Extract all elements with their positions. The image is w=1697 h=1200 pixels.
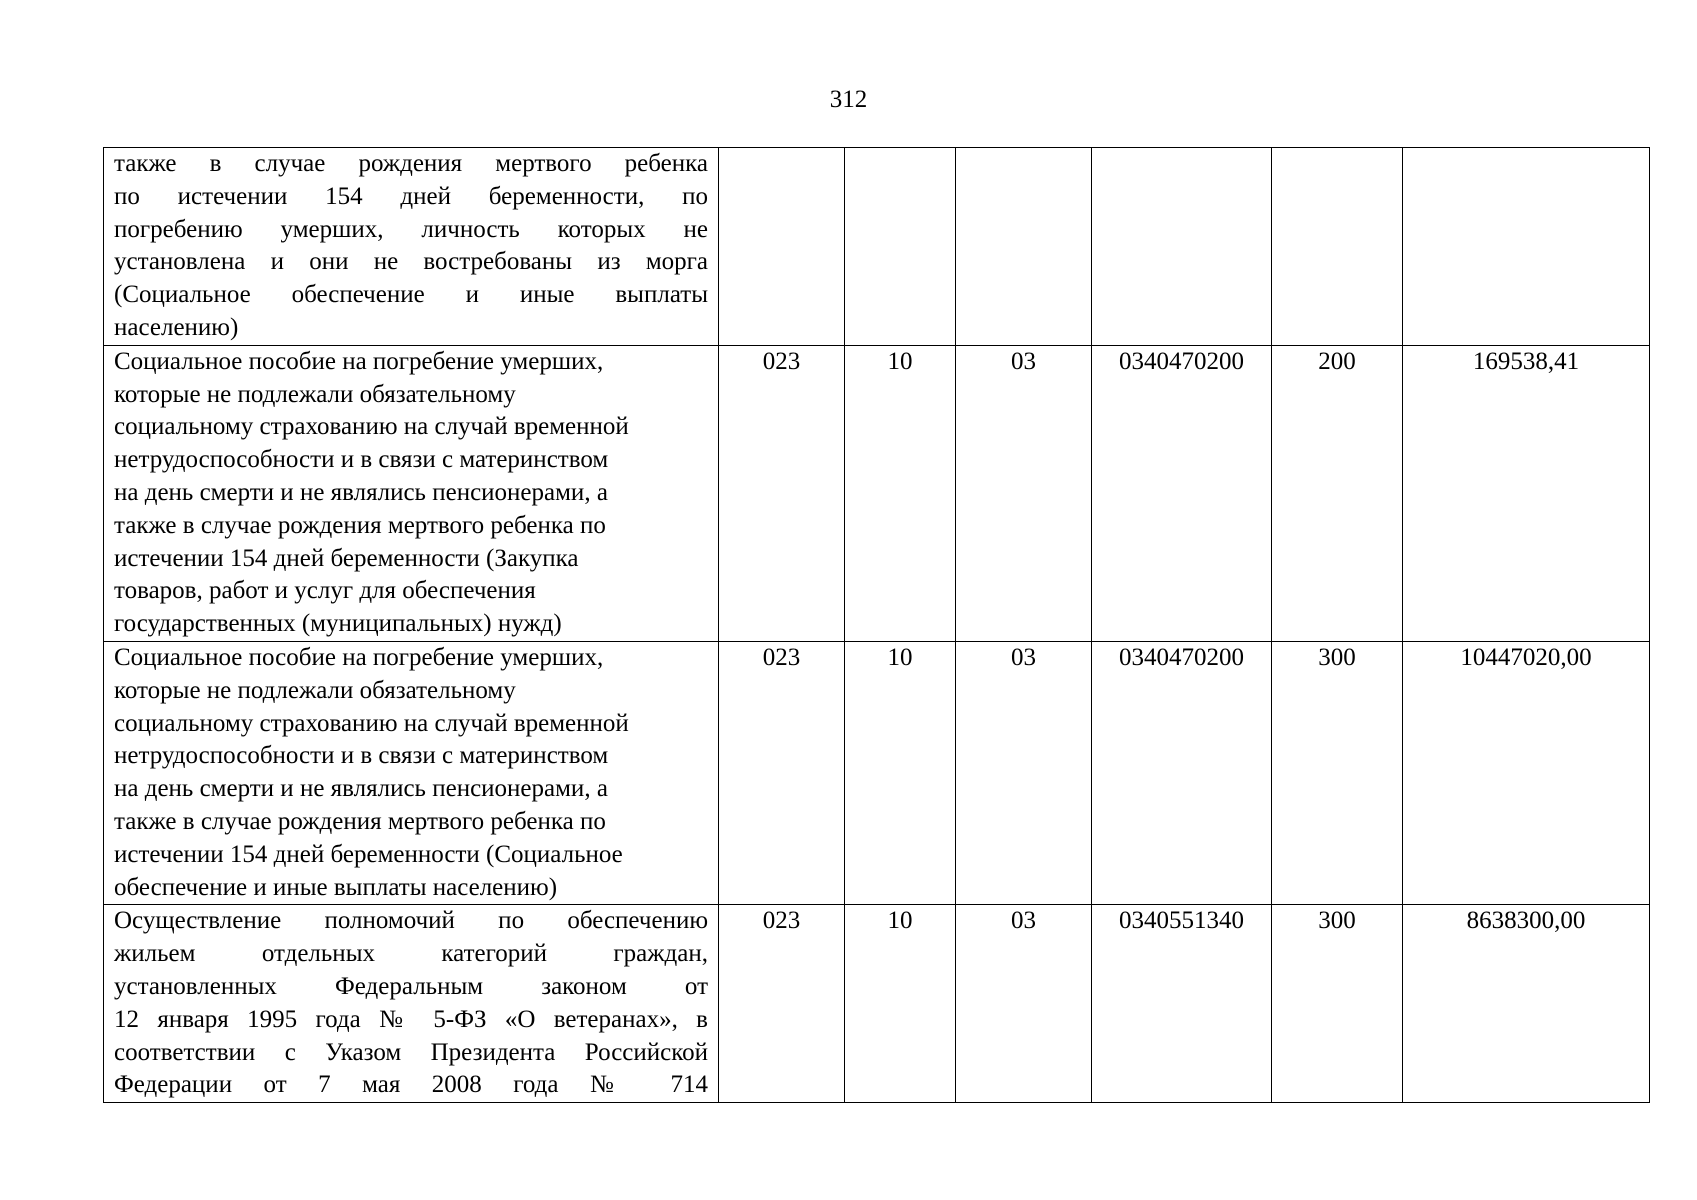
cell-grbs	[719, 148, 845, 346]
pr-value: 03	[1011, 643, 1036, 671]
cell-pr	[956, 641, 1092, 904]
cell-csr	[1092, 905, 1272, 1103]
table-row	[104, 345, 1650, 641]
grbs-value: 023	[762, 907, 801, 935]
description-line: на день смерти и не являлись пенсионерами, а	[114, 775, 608, 803]
description-line: по истечении 154 дней беременности, по	[114, 182, 708, 210]
vr-value: 300	[1318, 907, 1356, 935]
cell-csr	[1092, 148, 1272, 346]
cell-vr	[1272, 905, 1403, 1103]
cell-vr	[1272, 641, 1403, 904]
description-line: (Социальное обеспечение и иные выплаты	[114, 281, 708, 309]
sum-value: 169538,41	[1472, 347, 1580, 375]
description-line: установлена и они не востребованы из морга	[114, 248, 708, 276]
pr-value: 03	[1011, 907, 1036, 935]
description-line: истечении 154 дней беременности (Социальное	[114, 840, 623, 868]
cell-grbs	[719, 641, 845, 904]
rz-value: 10	[887, 907, 913, 935]
cell-sum	[1403, 905, 1650, 1103]
cell-pr	[956, 905, 1092, 1103]
description-line: нетрудоспособности и в связи с материнством	[114, 446, 609, 474]
description-line: населению)	[114, 313, 239, 341]
cell-pr	[956, 345, 1092, 641]
description-line: Социальное пособие на погребение умерших,	[114, 347, 604, 375]
budget-table	[103, 147, 1650, 1103]
grbs-value: 023	[762, 643, 801, 671]
cell-grbs	[719, 905, 845, 1103]
cell-grbs	[719, 345, 845, 641]
description-line: Социальное пособие на погребение умерших,	[114, 643, 604, 671]
description-line: погребению умерших, личность которых не	[114, 215, 708, 243]
description-line: установленных Федеральным законом от	[114, 972, 708, 1000]
vr-value: 300	[1318, 643, 1356, 671]
row-description	[104, 905, 719, 1103]
csr-value: 0340551340	[1119, 907, 1244, 935]
description-line: нетрудоспособности и в связи с материнством	[114, 742, 609, 770]
vr-value: 200	[1318, 347, 1356, 375]
description-line: также в случае рождения мертвого ребенка	[114, 150, 708, 177]
pr-value: 03	[1011, 347, 1036, 375]
cell-pr	[956, 148, 1092, 346]
cell-csr	[1092, 345, 1272, 641]
cell-rz	[845, 345, 956, 641]
row-description	[104, 148, 719, 346]
cell-sum	[1403, 148, 1650, 346]
description-line: также в случае рождения мертвого ребенка по	[114, 511, 606, 539]
description-line: Федерации от 7 мая 2008 года № 714	[114, 1071, 708, 1099]
cell-rz	[845, 905, 956, 1103]
description-line: социальному страхованию на случай временной	[114, 709, 629, 737]
cell-rz	[845, 148, 956, 346]
csr-value: 0340470200	[1119, 347, 1244, 375]
description-line: Осуществление полномочий по обеспечению	[114, 907, 708, 935]
description-line: социальному страхованию на случай временной	[114, 413, 629, 441]
description-line: 12 января 1995 года № 5-ФЗ «О ветеранах», в	[114, 1005, 708, 1033]
cell-sum	[1403, 345, 1650, 641]
page-number: 312	[829, 86, 868, 113]
description-line: товаров, работ и услуг для обеспечения	[114, 577, 536, 605]
csr-value: 0340470200	[1119, 643, 1244, 671]
description-line: истечении 154 дней беременности (Закупка	[114, 544, 579, 572]
cell-vr	[1272, 148, 1403, 346]
cell-rz	[845, 641, 956, 904]
table-row	[104, 641, 1650, 904]
table-row	[104, 905, 1650, 1103]
description-line: жильем отдельных категорий граждан,	[114, 940, 708, 968]
cell-vr	[1272, 345, 1403, 641]
row-description	[104, 345, 719, 641]
description-line: обеспечение и иные выплаты населению)	[114, 873, 558, 901]
cell-csr	[1092, 641, 1272, 904]
description-line: соответствии с Указом Президента Российской	[114, 1038, 708, 1066]
sum-value: 10447020,00	[1460, 643, 1592, 671]
table-body	[104, 148, 1650, 1103]
grbs-value: 023	[762, 347, 801, 375]
row-description	[104, 641, 719, 904]
description-line: на день смерти и не являлись пенсионерами, а	[114, 478, 608, 506]
description-line: которые не подлежали обязательному	[114, 380, 516, 408]
description-line: которые не подлежали обязательному	[114, 676, 516, 704]
rz-value: 10	[887, 347, 913, 375]
sum-value: 8638300,00	[1466, 907, 1586, 935]
description-line: государственных (муниципальных) нужд)	[114, 610, 562, 638]
description-line: также в случае рождения мертвого ребенка по	[114, 807, 606, 835]
table-row	[104, 148, 1650, 346]
rz-value: 10	[887, 643, 913, 671]
cell-sum	[1403, 641, 1650, 904]
